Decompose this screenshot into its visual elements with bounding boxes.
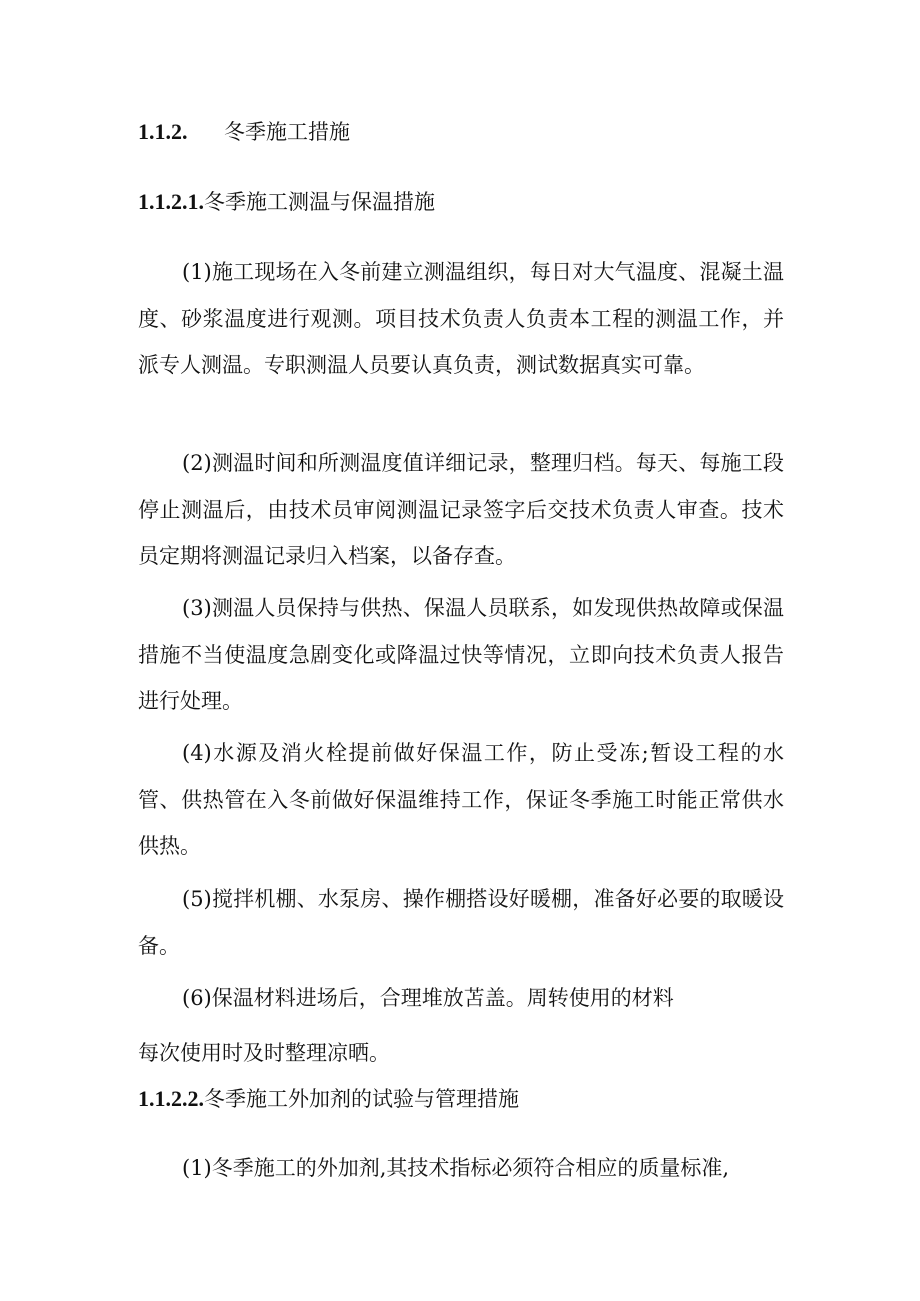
paragraph-3: (3)测温人员保持与供热、保温人员联系，如发现供热故障或保温措施不当使温度急剧变化或降温过快等情况，立即向技术负责人报告进行处理。	[138, 596, 784, 713]
section-number: 1.1.2.	[138, 119, 188, 144]
paragraph-1: (1)施工现场在入冬前建立测温组织，每日对大气温度、混凝土温度、砂浆温度进行观测。项目技术负责人负责本工程的测温工作，并派专人测温。专职测温人员要认真负责，测试数据真实可靠。	[138, 260, 784, 377]
paragraph-6: (6)保温材料进场后，合理堆放苫盖。周转使用的材料	[182, 986, 674, 1010]
paragraph-4: (4)水源及消火栓提前做好保温工作，防止受冻;暂设工程的水管、供热管在入冬前做好保温维持工作，保证冬季施工时能正常供水供热。	[138, 741, 784, 858]
section-heading-1-1-2-2	[138, 1084, 519, 1114]
section-heading-1-1-2	[138, 117, 350, 147]
paragraph-b-1: (1)冬季施工的外加剂,其技术指标必须符合相应的质量标准,	[182, 1156, 730, 1180]
paragraph-5: (5)搅拌机棚、水泵房、操作棚搭设好暖棚，准备好必要的取暖设备。	[138, 887, 784, 958]
paragraph-2: (2)测温时间和所测温度值详细记录，整理归档。每天、每施工段停止测温后，由技术员审阅测温记录签字后交技术负责人审查。技术员定期将测温记录归入档案，以备存查。	[138, 451, 784, 568]
paragraph-6-continued: 每次使用时及时整理凉晒。	[138, 1041, 390, 1065]
section-heading-1-1-2-1	[138, 187, 435, 217]
section-number: 1.1.2.1.	[138, 189, 204, 214]
section-title: 冬季施工外加剂的试验与管理措施	[204, 1087, 519, 1111]
section-title: 冬季施工措施	[224, 120, 350, 144]
section-number: 1.1.2.2.	[138, 1086, 204, 1111]
section-title: 冬季施工测温与保温措施	[204, 190, 435, 214]
